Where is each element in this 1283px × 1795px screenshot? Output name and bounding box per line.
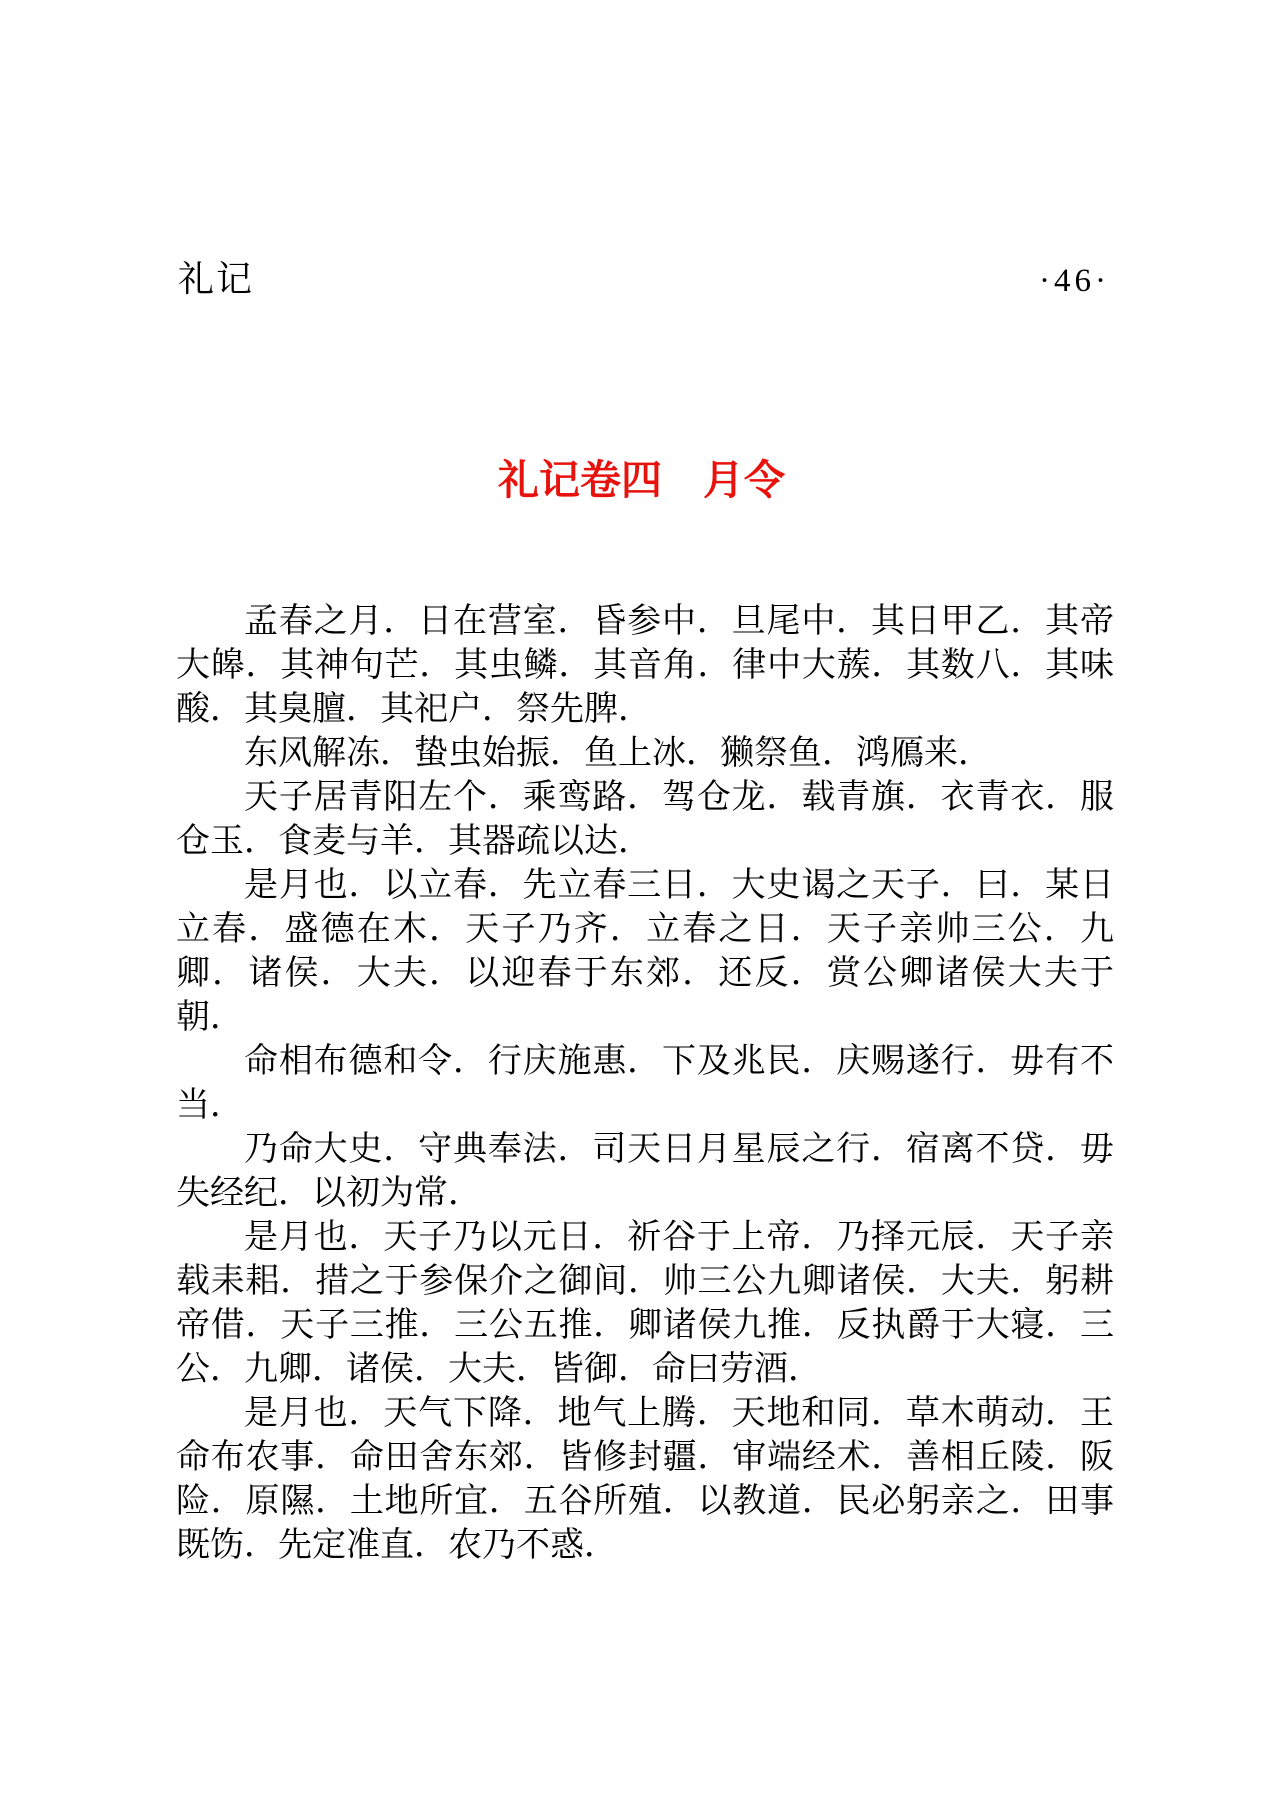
running-header <box>178 258 1110 302</box>
paragraph-3: 天子居青阳左个．乘鸾路．驾仓龙．载青旗．衣青衣．服仓玉．食麦与羊．其器疏以达． <box>176 779 1114 860</box>
paragraph-2: 东风解冻．蛰虫始振．鱼上冰．獭祭鱼．鸿鴈来． <box>244 735 992 772</box>
paragraph-5: 命相布德和令．行庆施惠．下及兆民．庆赐遂行．毋有不当． <box>176 1043 1114 1124</box>
paragraph-1: 孟春之月．日在营室．昏参中．旦尾中．其日甲乙．其帝大皞．其神句芒．其虫鳞．其音角．律中大蔟．其数八．其味酸．其臭膻．其祀户．祭先脾． <box>176 603 1114 728</box>
page-number: ·46· <box>1039 263 1110 299</box>
paragraph-4: 是月也．以立春．先立春三日．大史谒之天子．曰．某日立春．盛德在木．天子乃齐．立春之日．天子亲帅三公．九卿．诸侯．大夫．以迎春于东郊．还反．赏公卿诸侯大夫于朝． <box>176 867 1114 1036</box>
paragraph-7: 是月也．天子乃以元日．祈谷于上帝．乃择元辰．天子亲载耒耜．措之于参保介之御间．帅三公九卿诸侯．大夫．躬耕帝借．天子三推．三公五推．卿诸侯九推．反执爵于大寝．三公．九卿．诸侯．大夫．皆御．命曰劳酒． <box>176 1219 1114 1388</box>
paragraph-8: 是月也．天气下降．地气上腾．天地和同．草木萌动．王命布农事．命田舍东郊．皆修封疆．审端经术．善相丘陵．阪险．原隰．土地所宜．五谷所殖．以教道．民必躬亲之．田事既饬．先定准直．农乃不惑． <box>176 1395 1114 1564</box>
chapter-title: 礼记卷四 月令 <box>498 457 785 503</box>
paragraph-6: 乃命大史．守典奉法．司天日月星辰之行．宿离不贷．毋失经纪．以初为常． <box>176 1131 1114 1212</box>
chapter-body <box>176 600 1114 1568</box>
running-head-book-title: 礼记 <box>178 259 255 299</box>
